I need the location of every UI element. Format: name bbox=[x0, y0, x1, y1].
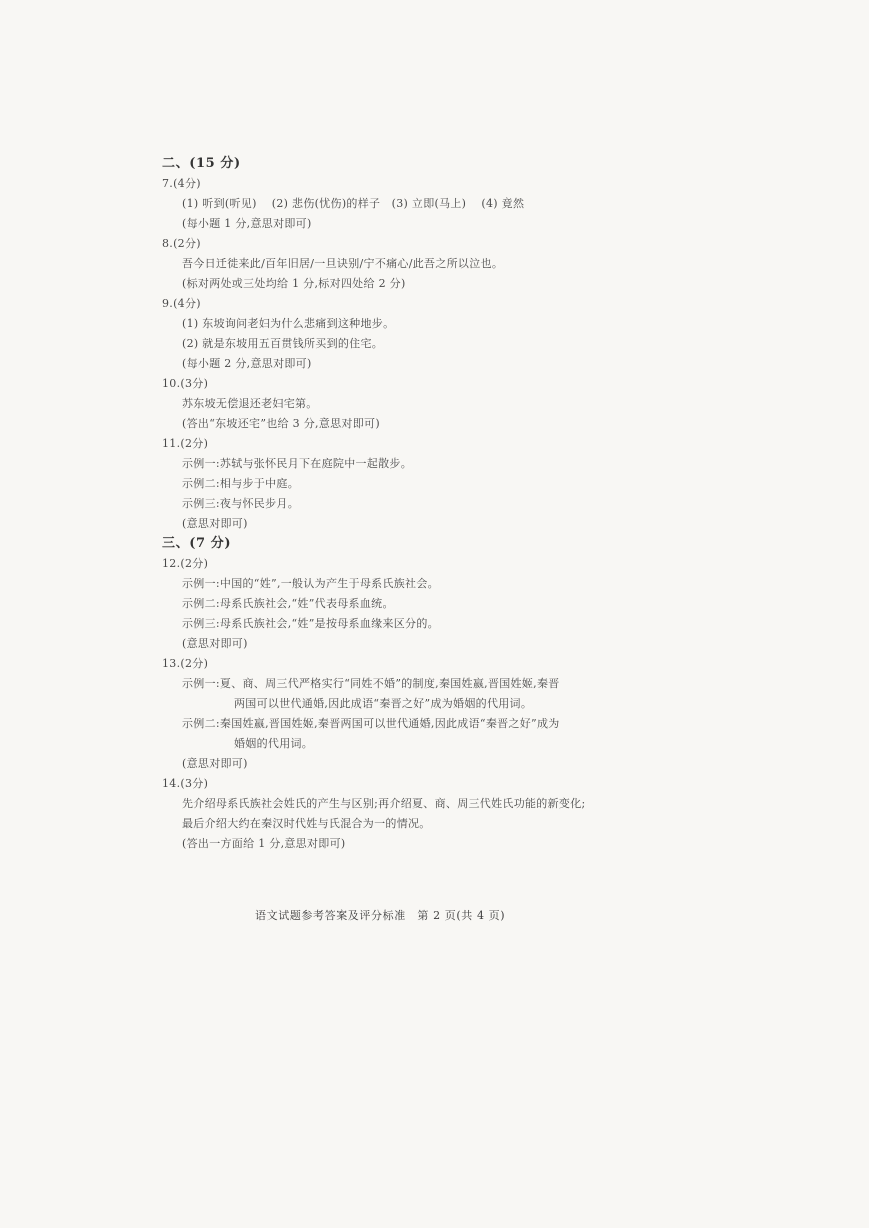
question-number: 9.(4分) bbox=[162, 297, 201, 310]
answer-line: 苏东坡无偿退还老妇宅第。 bbox=[182, 397, 318, 410]
answer-line: 示例三:母系氏族社会,“姓”是按母系血缘来区分的。 bbox=[182, 617, 439, 630]
section-heading: 二、(15 分) bbox=[162, 156, 241, 171]
question-number: 13.(2分) bbox=[162, 657, 209, 670]
question-number: 11.(2分) bbox=[162, 437, 209, 450]
answer-line: (意思对即可) bbox=[182, 637, 248, 650]
answer-line: (2) 就是东坡用五百贯钱所买到的住宅。 bbox=[182, 337, 384, 350]
answer-line: (答出一方面给 1 分,意思对即可) bbox=[182, 837, 346, 850]
question-number: 7.(4分) bbox=[162, 177, 201, 190]
answer-line: 示例二:母系氏族社会,“姓”代表母系血统。 bbox=[182, 597, 394, 610]
answer-line: (答出“东坡还宅”也给 3 分,意思对即可) bbox=[182, 417, 380, 430]
answer-line: (1) 东坡询问老妇为什么悲痛到这种地步。 bbox=[182, 317, 395, 330]
answer-line: 示例二:秦国姓嬴,晋国姓姬,秦晋两国可以世代通婚,因此成语“秦晋之好”成为 bbox=[182, 717, 560, 730]
question-number: 10.(3分) bbox=[162, 377, 209, 390]
page-footer: 语文试题参考答案及评分标准 第 2 页(共 4 页) bbox=[255, 909, 506, 922]
answer-line: (每小题 1 分,意思对即可) bbox=[182, 217, 312, 230]
answer-line: 吾今日迁徙来此/百年旧居/一旦诀别/宁不痛心/此吾之所以泣也。 bbox=[182, 257, 504, 270]
answer-line: 两国可以世代通婚,因此成语“秦晋之好”成为婚姻的代用词。 bbox=[234, 697, 533, 710]
answer-line: (每小题 2 分,意思对即可) bbox=[182, 357, 312, 370]
answer-line: (意思对即可) bbox=[182, 517, 248, 530]
question-number: 12.(2分) bbox=[162, 557, 209, 570]
question-number: 14.(3分) bbox=[162, 777, 209, 790]
answer-line: 示例一:中国的“姓”,一般认为产生于母系氏族社会。 bbox=[182, 577, 439, 590]
section-heading: 三、(7 分) bbox=[162, 536, 232, 551]
answer-line: 示例三:夜与怀民步月。 bbox=[182, 497, 300, 510]
answer-line: 示例一:苏轼与张怀民月下在庭院中一起散步。 bbox=[182, 457, 413, 470]
answer-key-content bbox=[162, 154, 682, 854]
answer-line: 示例二:相与步于中庭。 bbox=[182, 477, 300, 490]
answer-line: 最后介绍大约在秦汉时代姓与氏混合为一的情况。 bbox=[182, 817, 431, 830]
answer-line: 示例一:夏、商、周三代严格实行“同姓不婚”的制度,秦国姓嬴,晋国姓姬,秦晋 bbox=[182, 677, 560, 690]
answer-line: 婚姻的代用词。 bbox=[234, 737, 314, 750]
answer-line: (1) 听到(听见) (2) 悲伤(忧伤)的样子 (3) 立即(马上) (4) 竟然 bbox=[182, 197, 525, 210]
answer-line: (意思对即可) bbox=[182, 757, 248, 770]
question-number: 8.(2分) bbox=[162, 237, 201, 250]
answer-line: 先介绍母系氏族社会姓氏的产生与区别;再介绍夏、商、周三代姓氏功能的新变化; bbox=[182, 797, 586, 810]
answer-line: (标对两处或三处均给 1 分,标对四处给 2 分) bbox=[182, 277, 406, 290]
